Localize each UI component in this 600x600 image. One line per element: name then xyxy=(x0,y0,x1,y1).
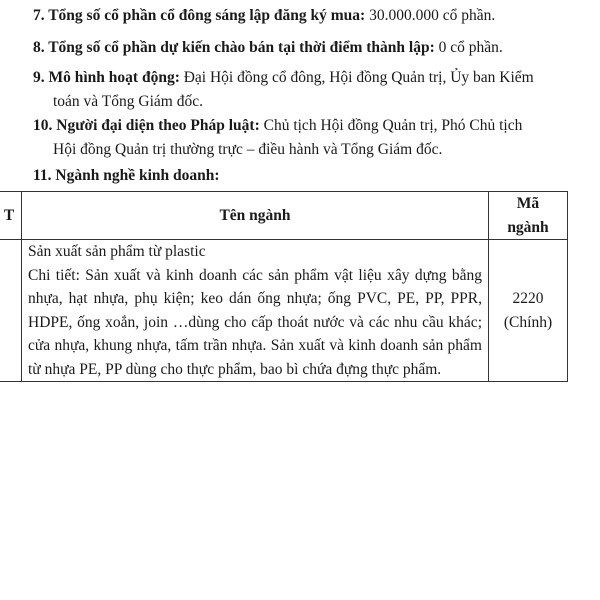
item-9-value-line2: toán và Tổng Giám đốc. xyxy=(53,93,203,110)
cell-stt xyxy=(0,240,22,382)
business-line-name: Sản xuất sản phẩm từ plastic xyxy=(28,243,206,260)
header-name: Tên ngành xyxy=(22,192,489,240)
business-lines-table xyxy=(0,191,568,382)
cell-name xyxy=(22,240,489,382)
item-9 xyxy=(33,66,588,114)
item-11 xyxy=(33,164,588,188)
cell-code xyxy=(489,240,568,382)
header-code: Mã ngành xyxy=(489,192,568,240)
item-10-value-line1: Chủ tịch Hội đồng Quản trị, Phó Chủ tịch xyxy=(263,117,523,134)
item-7-label: 7. Tổng số cổ phần cổ đông sáng lập đăng ký mua: xyxy=(33,7,366,24)
item-9-value-line1: Đại Hội đồng cổ đông, Hội đồng Quản trị, Ủy ban Kiểm xyxy=(183,69,534,86)
item-9-label: 9. Mô hình hoạt động: xyxy=(33,69,180,86)
item-10 xyxy=(33,114,588,162)
item-10-value-line2: Hội đồng Quản trị thường trực – điều hành và Tổng Giám đốc. xyxy=(53,141,443,158)
business-line-code: 2220 xyxy=(512,290,544,307)
item-8-label: 8. Tổng số cổ phần dự kiến chào bán tại thời điểm thành lập: xyxy=(33,39,435,56)
item-10-label: 10. Người đại diện theo Pháp luật: xyxy=(33,117,260,134)
item-11-label: 11. Ngành nghề kinh doanh: xyxy=(33,167,220,184)
header-stt: T xyxy=(0,192,22,240)
table-header-row xyxy=(0,192,568,240)
business-line-code-note: (Chính) xyxy=(503,313,553,331)
item-7 xyxy=(33,4,588,28)
table-row xyxy=(0,240,568,382)
item-8-value: 0 cổ phần. xyxy=(438,39,503,56)
business-line-detail: Chi tiết: Sản xuất và kinh doanh các sản phẩm vật liệu xây dựng bằng nhựa, hạt nhựa, phụ kiện; keo dán ống nhựa; ống PVC, PE, PP, PPR, HDPE, ống xoắn, join …dùng cho cấp thoát nước và các nhu cầu khác; cửa nhựa, khung nhựa, tấm trần nhựa. Sản xuất và kinh doanh sản phẩm từ nhựa PE, PP dùng cho thực phẩm, bao bì chứa đựng thực phẩm. xyxy=(28,266,482,378)
item-7-value: 30.000.000 cổ phần. xyxy=(369,7,496,24)
item-8 xyxy=(33,36,588,60)
